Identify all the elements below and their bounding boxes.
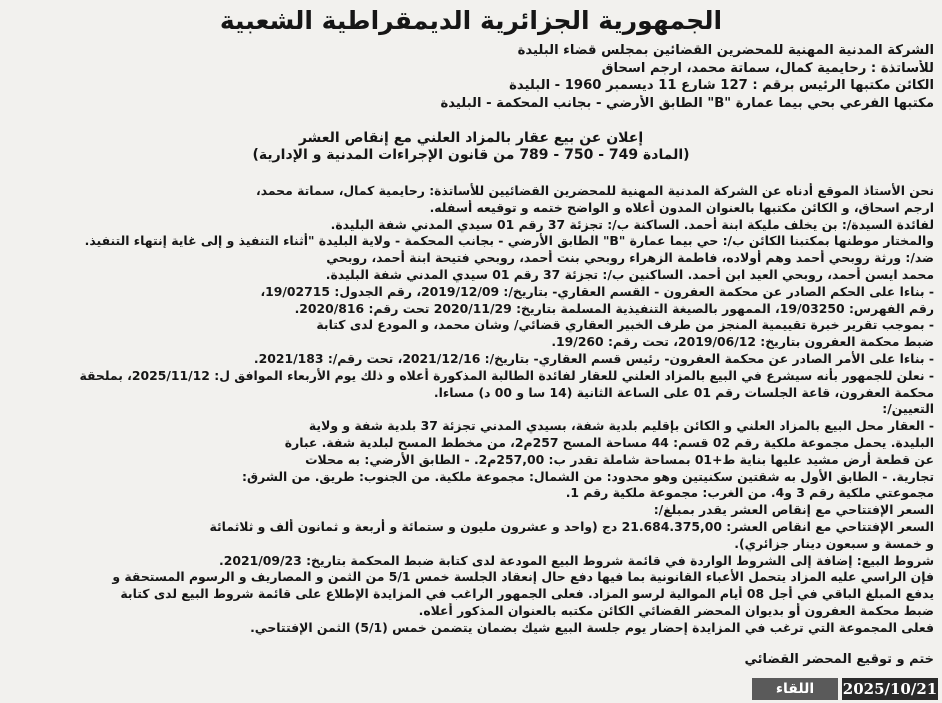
body-line: شروط البيع: إضافة إلى الشروط الواردة في قائمة شروط البيع المودعة لدى كتابة ضبط المحكمة بتاريخ: 2021/09/23. — [219, 552, 934, 568]
footer-bar — [0, 676, 942, 703]
body-line: البليدة. يحمل مجموعة ملكية رقم 02 قسم: 44 مساحة المسح 257م2، من مخطط المسح لبلدية شفة. عبارة — [284, 434, 934, 450]
notice-title-block — [0, 130, 942, 164]
body-line: فإن الراسي عليه المزاد يتحمل الأعباء القانونية بما فيها دفع حال إنعقاد الجلسة خمس 5/1 من الثمن و المصاريف و الرسوم المستحقة و — [112, 569, 934, 585]
body-line: والمختار موطنها بمكتبنا الكائن ب/: حي بيما عمارة "B" الطابق الأرضي - بجانب المحكمة - ولاية البليدة "أثناء التنفيذ و إلى غاية إنتهاء التنفيذ. — [84, 233, 934, 249]
issuer-branch-office-line: مكتبها الفرعي بحي بيما عمارة "B" الطابق الأرضي - بجانب المحكمة - البليدة — [440, 95, 934, 111]
notice-title: إعلان عن بيع عقار بالمزاد العلني مع إنقاص العشر — [298, 130, 644, 146]
body-line: - نعلن للجمهور بأنه سيشرع في البيع بالمزاد العلني للعقار لفائدة الطالبة المذكورة أعلاه و ذلك يوم الأربعاء الموافق ل: 2025/11/12، بملحقة — [79, 367, 934, 383]
body-line: - بناءا على الحكم الصادر عن محكمة العفرون - القسم العقاري- بتاريخ/: 2019/12/09، رقم الجدول: 19/02715، — [260, 283, 934, 299]
body-line: نحن الأستاذ الموقع أدناه عن الشركة المدنية المهنية للمحضرين القضائيين للأساتذة: رحايمية كمال، سماتة محمد، — [256, 183, 934, 198]
republic-header: الجمهورية الجزائرية الديمقراطية الشعبية — [219, 6, 723, 35]
notice-articles: (المادة 749 - 750 - 789 من قانون الإجراءات المدنية و الإدارية) — [252, 147, 690, 163]
body-line: عن قطعة أرض مشيد عليها بناية ط+01 بمساحة شاملة تقدر ب: 257,00م2. - الطابق الأرضي: به محلات — [305, 451, 934, 467]
body-line: ضبط محكمة العفرون أو بديوان المحضر القضائي الكائن مكتبه بالعنوان المذكور أعلاه. — [418, 602, 934, 618]
body-line: ضبط محكمة العفرون بتاريخ: 2019/06/12، تحت رقم: 19/260. — [551, 334, 934, 350]
body-line: لفائدة السيدة/: بن يخلف مليكة ابنة أحمد. الساكنة ب/: تجزئة 37 رقم 01 سيدي المدني شفة البليدة. — [330, 216, 934, 232]
body-line: - بموجب تقرير خبرة تقييمية المنجز من طرف الخبير العقاري قضائي/ وشان محمد، و المودع لدى كتابة — [316, 317, 934, 333]
bailiff-signature-label: ختم و توقيع المحضر القضائي — [744, 652, 934, 667]
issuer-bailiffs-line: للأساتذة : رحايمية كمال، سماتة محمد، ارجم اسحاق — [601, 60, 934, 76]
body-line: السعر الإفتتاحي مع إنقاص العشر يقدر بمبلغ/: — [653, 502, 934, 518]
body-line: التعيين/: — [882, 401, 934, 417]
issuer-main-office-line: الكائن مكتبها الرئيس برقم : 127 شارع 11 ديسمبر 1960 - البليدة — [509, 78, 934, 94]
body-line: - العقار محل البيع بالمزاد العلني و الكائن بإقليم بلدية شفة، بسيدي المدني تجزئة 37 بلدية شفة و ولاية — [308, 418, 934, 434]
publication-date: 2025/10/21 — [842, 680, 938, 698]
body-line: السعر الإفتتاحي مع انقاص العشر: 21.684.375,00 دج (واحد و عشرون مليون و ستمائة و أربعة و ثمانون ألف و ثلاثمائة — [209, 518, 934, 534]
body-line: ضد/: ورثة روبحي أحمد وهم أولاده، فاطمة الزهراء روبحي بنت أحمد، روبحي فتيحة ابنة أحمد، روبحي — [326, 250, 934, 266]
body-line: فعلى المجموعة التي ترغب في المزايدة إحضار يوم جلسة البيع شيك بضمان يتضمن خمس (5/1) الثمن الإفتتاحي. — [250, 619, 934, 635]
body-line: يدفع المبلغ الباقي في أجل 08 أيام الموالية لرسو المزاد. فعلى الجمهور الراغب في المزايدة الإطلاع على قائمة شروط البيع لدى كتابة — [120, 586, 934, 602]
body-line: ارجم اسحاق، و الكائن مكتبها بالعنوان المدون أعلاه و الواضح ختمه و توقيعه أسفله. — [429, 199, 934, 215]
notice-body — [6, 183, 934, 637]
issuer-block — [334, 42, 934, 112]
newspaper-name: اللقاء — [752, 678, 838, 700]
body-line: و خمسة و سبعون دينار جزائري). — [734, 535, 934, 551]
body-line: - بناءا على الأمر الصادر عن محكمة العفرون- رئيس قسم العقاري- بتاريخ/: 2021/12/16، تحت رقم/: 2021/183. — [253, 350, 934, 366]
body-line: محمد ايسن أحمد، روبحي العيد ابن أحمد. الساكنين ب/: تجزئة 37 رقم 01 سيدي المدني شفة البليدة. — [325, 266, 934, 282]
body-line: محكمة العفرون، قاعة الجلسات رقم 01 على الساعة الثانية (14 سا و 00 د) مساءا. — [433, 384, 934, 400]
body-line: مجموعتي ملكية رقم 3 و4. من الغرب: مجموعة ملكية رقم 1. — [565, 485, 934, 501]
body-line: رقم الفهرس: 19/03250، الممهور بالصيغة التنفيذية المسلمة بتاريخ: 2020/11/29 تحت رقم: 2020/816. — [294, 300, 934, 316]
issuer-company-line: الشركة المدنية المهنية للمحضرين القضائين بمجلس قضاء البليدة — [517, 43, 934, 58]
body-line: تجارية. - الطابق الأول به شقتين سكنيتين وهو محدود: من الشمال: مجموعة ملكية. من الجنوب: طريق. من الشرق: — [242, 468, 934, 484]
